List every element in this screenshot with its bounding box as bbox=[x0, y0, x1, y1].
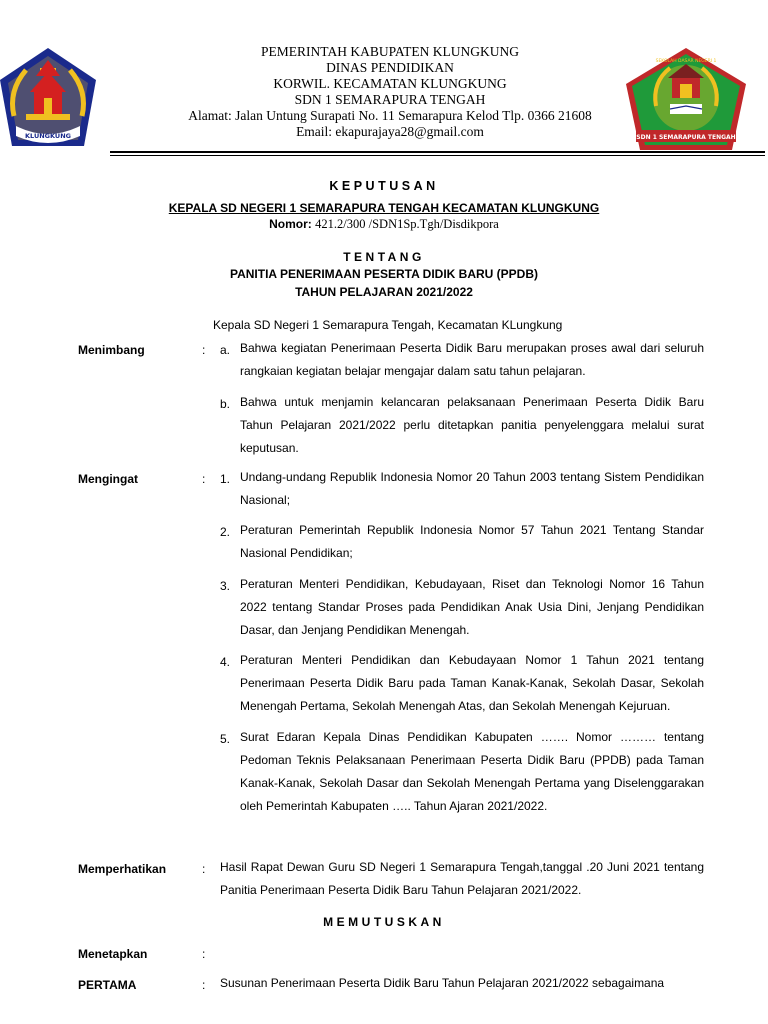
remembering-mark-4: 4. bbox=[220, 655, 231, 669]
decree-number-value: 421.2/300 /SDN1Sp.Tgh/Disdikpora bbox=[315, 217, 499, 231]
decree-number bbox=[0, 217, 768, 232]
letterhead-line-government: PEMERINTAH KABUPATEN KLUNGKUNG bbox=[261, 44, 519, 59]
letterhead-line-school: SDN 1 SEMARAPURA TENGAH bbox=[294, 92, 486, 107]
school-emblem-icon bbox=[622, 46, 750, 156]
letterhead-line-agency: DINAS PENDIDIKAN bbox=[326, 60, 454, 75]
noting-text: Hasil Rapat Dewan Guru SD Negeri 1 Semarapura Tengah,tanggal .20 Juni 2021 tentang Panitia Penerimaan Peserta Didik Baru Tahun Pelajaran 2021/2022. bbox=[220, 860, 704, 897]
remembering-mark-5: 5. bbox=[220, 732, 231, 746]
remembering-item-1: Undang-undang Republik Indonesia Nomor 20 Tahun 2003 tentang Sistem Pendidikan Nasional; bbox=[240, 470, 704, 507]
letterhead-line-address: Alamat: Jalan Untung Surapati No. 11 Semarapura Kelod Tlp. 0366 21608 bbox=[188, 108, 592, 123]
considering-colon: : bbox=[202, 343, 206, 357]
considering-label: Menimbang bbox=[78, 343, 145, 357]
letterhead-text bbox=[130, 44, 650, 140]
remembering-item-4: Peraturan Menteri Pendidikan dan Kebudayaan Nomor 1 Tahun 2021 tentang Penerimaan Peserta Didik Baru pada Taman Kanak-Kanak, Sekolah Dasar, Sekolah Menengah Pertama, Sekolah Menengah Atas, dan Sekolah Menengah Kejuruan. bbox=[240, 653, 704, 713]
right-logo-top-text: SEKOLAH DASAR NEGERI 1 bbox=[655, 59, 717, 64]
about-heading: TENTANG bbox=[343, 250, 425, 264]
decree-intro: Kepala SD Negeri 1 Semarapura Tengah, Kecamatan KLungkung bbox=[213, 318, 563, 332]
decree-issuer: KEPALA SD NEGERI 1 SEMARAPURA TENGAH KECAMATAN KLUNGKUNG bbox=[168, 201, 600, 215]
considering-item-a: Bahwa kegiatan Penerimaan Peserta Didik Baru merupakan proses awal dari seluruh rangkaian kegiatan belajar mengajar dalam satu tahun pelajaran. bbox=[240, 341, 704, 378]
first-label: PERTAMA bbox=[78, 978, 137, 992]
remembering-mark-1: 1. bbox=[220, 472, 231, 486]
first-text: Susunan Penerimaan Peserta Didik Baru Tahun Pelajaran 2021/2022 sebagaimana bbox=[220, 976, 665, 990]
letterhead-line-district: KORWIL. KECAMATAN KLUNGKUNG bbox=[273, 76, 507, 91]
decree-heading: KEPUTUSAN bbox=[329, 179, 439, 193]
letterhead bbox=[0, 40, 768, 160]
establish-colon: : bbox=[202, 947, 206, 961]
deciding-heading: MEMUTUSKAN bbox=[323, 915, 445, 929]
klungkung-regency-emblem-icon bbox=[0, 46, 100, 154]
considering-mark-a: a. bbox=[220, 343, 231, 357]
remembering-label: Mengingat bbox=[78, 472, 138, 486]
subject-line-1: PANITIA PENERIMAAN PESERTA DIDIK BARU (PPDB) bbox=[229, 267, 538, 281]
considering-item-b: Bahwa untuk menjamin kelancaran pelaksanaan Penerimaan Peserta Didik Baru Tahun Pelajaran 2021/2022 perlu ditetapkan panitia penyelenggara melalui surat keputusan. bbox=[240, 395, 704, 455]
remembering-mark-2: 2. bbox=[220, 525, 231, 539]
letterhead-thin-rule bbox=[110, 155, 765, 156]
right-logo-banner-text: SDN 1 SEMARAPURA TENGAH bbox=[636, 134, 736, 141]
establish-label: Menetapkan bbox=[78, 947, 148, 961]
noting-label: Memperhatikan bbox=[78, 862, 167, 876]
letterhead-line-email: Email: ekapurajaya28@gmail.com bbox=[296, 124, 484, 139]
remembering-colon: : bbox=[202, 472, 206, 486]
left-logo-text: KLUNGKUNG bbox=[25, 132, 71, 140]
noting-colon: : bbox=[202, 862, 206, 876]
remembering-item-2: Peraturan Pemerintah Republik Indonesia Nomor 57 Tahun 2021 Tentang Standar Nasional Pendidikan; bbox=[240, 523, 704, 560]
considering-mark-b: b. bbox=[220, 397, 231, 411]
letterhead-thick-rule bbox=[110, 151, 765, 153]
first-colon: : bbox=[202, 978, 206, 992]
subject-line-2: TAHUN PELAJARAN 2021/2022 bbox=[295, 285, 473, 299]
remembering-item-3: Peraturan Menteri Pendidikan, Kebudayaan, Riset dan Teknologi Nomor 16 Tahun 2022 tentang Standar Proses pada Pendidikan Anak Usia Dini, Jenjang Pendidikan Dasar, dan Jenjang Pendidikan Menengah. bbox=[240, 577, 704, 637]
remembering-mark-3: 3. bbox=[220, 579, 231, 593]
decree-number-label: Nomor: bbox=[269, 217, 312, 231]
remembering-item-5: Surat Edaran Kepala Dinas Pendidikan Kabupaten ……. Nomor ……… tentang Pedoman Teknis Pelaksanaan Penerimaan Peserta Didik Baru (PPDB) pada Taman Kanak-Kanak, Sekolah Dasar dan Sekolah Menengah Pertama yang Diselenggarakan oleh Pemerintah Kabupaten ….. Tahun Ajaran 2021/2022. bbox=[240, 730, 704, 813]
